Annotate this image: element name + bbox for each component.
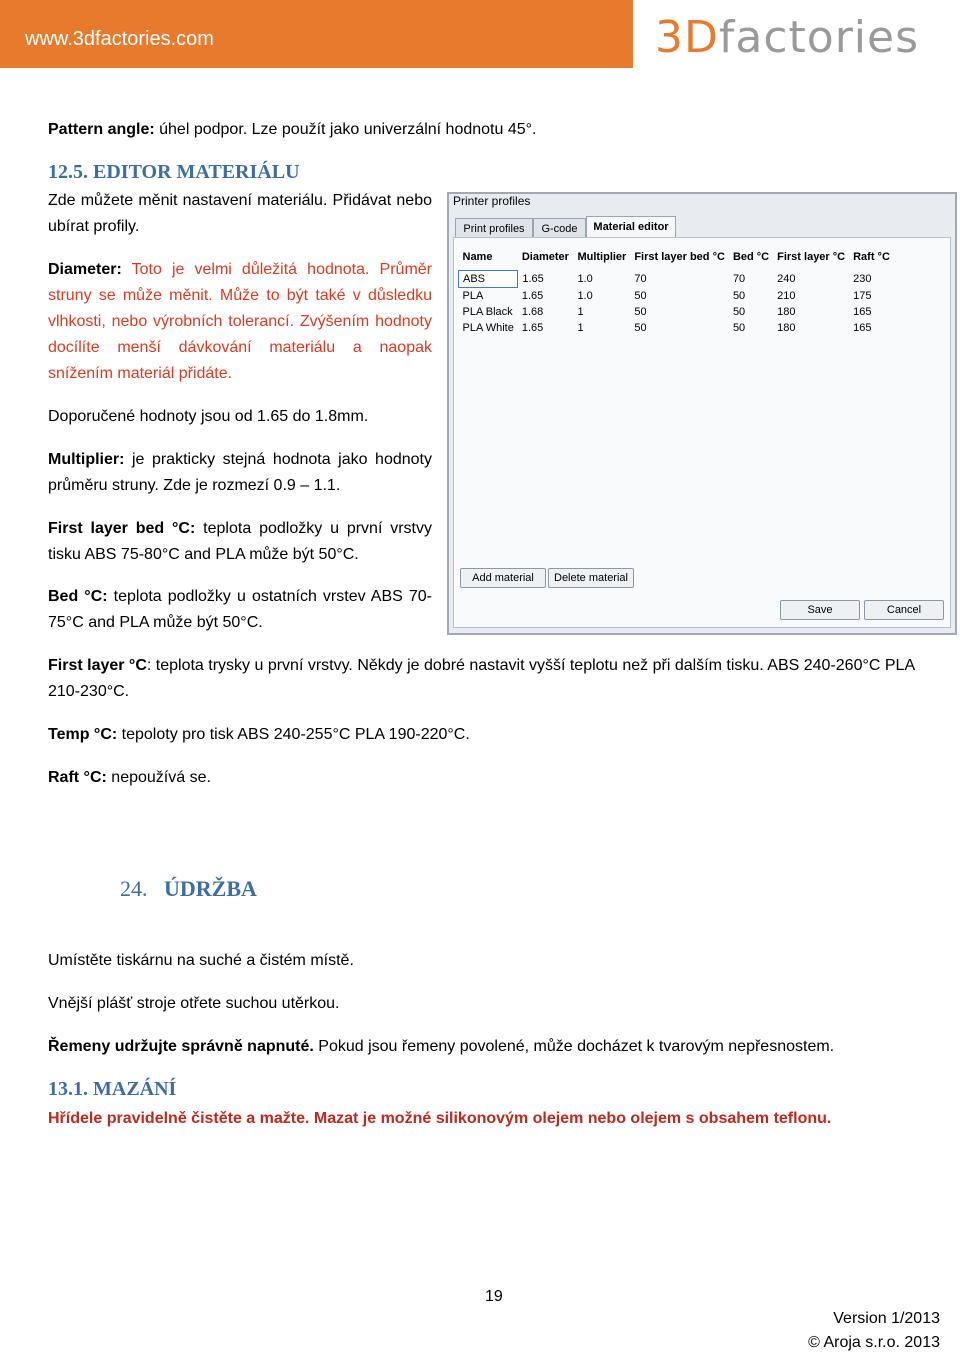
section-number: 24.	[120, 876, 148, 901]
bed-label: Bed °C:	[48, 588, 108, 605]
belts-text: Pokud jsou řemeny povolené, může docházet k tvarovým nepřesnostem.	[313, 1038, 835, 1055]
table-cell[interactable]: 1.65	[522, 273, 544, 285]
cancel-button[interactable]: Cancel	[864, 600, 944, 620]
logo-text: factories	[718, 12, 919, 63]
belts-label: Řemeny udržujte správně napnuté.	[48, 1038, 314, 1055]
table-cell[interactable]: PLA White	[462, 322, 514, 334]
table-cell[interactable]: 240	[777, 273, 796, 285]
delete-material-button[interactable]: Delete material	[548, 568, 634, 588]
multiplier-text: je prakticky stejná hodnota jako hodnoty průměru struny. Zde je rozmezí 0.9 – 1.1.	[48, 451, 432, 494]
add-material-button[interactable]: Add material	[460, 568, 546, 588]
version-label: Version 1/2013	[833, 1310, 940, 1327]
first-layer-bed-paragraph	[48, 516, 432, 568]
table-cell[interactable]: 1.68	[521, 306, 544, 318]
logo-3d: 3D	[655, 12, 719, 63]
section-heading-material-editor: 12.5. EDITOR MATERIÁLU	[48, 161, 300, 183]
intro-paragraph: Zde můžete měnit nastavení materiálu. Přidávat nebo ubírat profily.	[48, 192, 432, 235]
table-cell[interactable]: 165	[853, 306, 872, 318]
table-cell[interactable]: 50	[732, 322, 746, 334]
table-row[interactable]	[459, 304, 894, 320]
lubrication-warning: Hřídele pravidelně čistěte a mažte. Mazat je možné silikonovým olejem nebo olejem s obsahem teflonu.	[48, 1110, 832, 1127]
dialog-title: Printer profiles	[453, 194, 531, 208]
page-number: 19	[485, 1288, 503, 1305]
first-layer-bed-label: First layer bed °C:	[48, 520, 196, 537]
column-header-multiplier: Multiplier	[577, 251, 627, 264]
raft-label: Raft °C:	[48, 769, 107, 786]
pattern-angle-paragraph	[48, 117, 536, 143]
table-cell[interactable]: PLA	[462, 290, 484, 302]
diameter-label: Diameter:	[48, 261, 122, 278]
table-row[interactable]	[459, 271, 894, 288]
table-cell[interactable]: 210	[777, 289, 796, 302]
column-header-bed: Bed °C	[732, 251, 770, 264]
table-cell[interactable]: 180	[777, 322, 796, 334]
tab-print-profiles[interactable]: Print profiles	[455, 218, 533, 238]
multiplier-paragraph	[48, 447, 432, 499]
column-header-raft: Raft °C	[853, 251, 890, 264]
table-cell[interactable]: 50	[634, 306, 647, 318]
section-heading-maintenance	[120, 876, 257, 902]
pattern-angle-text: úhel podpor. Lze použít jako univerzální hodnotu 45°.	[154, 121, 537, 138]
diameter-text: Toto je velmi důležitá hodnota. Průměr struny se může měnit. Může to být také v důsledku vlhkosti, nebo výrobních tolerancí. Zvýšením hodnoty docílíte menší dávkování materiálu a naopak snížením materiál přidáte.	[48, 261, 432, 382]
tab-material-editor[interactable]: Material editor	[586, 216, 676, 238]
column-header-first-layer: First layer °C	[777, 251, 846, 264]
header-url: www.3dfactories.com	[25, 28, 214, 50]
table-cell[interactable]: 70	[634, 273, 647, 285]
table-cell[interactable]: 50	[732, 289, 746, 302]
material-editor-panel	[453, 237, 951, 628]
first-layer-label: First layer °C	[48, 657, 147, 674]
table-cell[interactable]: 230	[853, 273, 872, 285]
table-header-row	[459, 244, 894, 271]
maintenance-paragraph-3	[48, 1034, 834, 1060]
copyright-label: © Aroja s.r.o. 2013	[808, 1334, 940, 1351]
table-cell[interactable]: 50	[634, 289, 647, 302]
printer-profiles-dialog	[447, 192, 957, 635]
column-header-first-layer-bed: First layer bed °C	[634, 251, 725, 264]
multiplier-label: Multiplier:	[48, 451, 125, 468]
table-cell[interactable]: 70	[732, 273, 746, 285]
table-cell[interactable]: 1.0	[577, 273, 593, 285]
save-button[interactable]: Save	[780, 600, 860, 620]
materials-table	[458, 244, 894, 336]
table-cell[interactable]: ABS	[459, 271, 518, 288]
table-cell[interactable]: 50	[732, 306, 746, 318]
first-layer-paragraph	[48, 653, 943, 705]
table-cell[interactable]: 175	[853, 289, 872, 302]
recommended-paragraph: Doporučené hodnoty jsou od 1.65 do 1.8mm.	[48, 408, 369, 425]
first-layer-text: : teplota trysky u první vrstvy. Někdy je dobré nastavit vyšší teplotu než při dalším tisku. ABS 240-260°C PLA 210-230°C.	[48, 657, 915, 700]
table-cell[interactable]: 1	[577, 306, 584, 318]
pattern-angle-label: Pattern angle:	[48, 121, 155, 138]
temp-paragraph	[48, 722, 470, 748]
table-row[interactable]	[459, 320, 894, 336]
temp-label: Temp °C:	[48, 726, 118, 743]
temp-text: tepoloty pro tisk ABS 240-255°C PLA 190-220°C.	[117, 726, 470, 743]
first-layer-bed-text: teplota podložky u první vrstvy tisku ABS 75-80°C and PLA může být 50°C.	[48, 520, 433, 563]
table-row[interactable]	[459, 288, 894, 305]
table-cell[interactable]: 1.65	[521, 322, 544, 334]
column-header-name: Name	[462, 251, 493, 263]
table-cell[interactable]: 50	[634, 322, 647, 334]
section-title: ÚDRŽBA	[164, 876, 257, 901]
raft-text: nepoužívá se.	[106, 769, 211, 786]
brand-logo	[655, 12, 919, 63]
column-header-diameter: Diameter	[521, 251, 569, 264]
bed-text: teplota podložky u ostatních vrstev ABS 70-75°C and PLA může být 50°C.	[48, 588, 433, 631]
table-cell[interactable]: 1.65	[521, 289, 544, 302]
table-cell[interactable]: 165	[853, 322, 872, 334]
table-cell[interactable]: PLA Black	[462, 306, 513, 318]
tab-g-code[interactable]: G-code	[533, 218, 586, 238]
table-cell[interactable]: 1	[577, 322, 584, 334]
maintenance-paragraph-1: Umístěte tiskárnu na suché a čistém místě.	[48, 952, 354, 969]
maintenance-paragraph-2: Vnější plášť stroje otřete suchou utěrkou.	[48, 995, 340, 1012]
bed-paragraph	[48, 584, 432, 636]
raft-paragraph	[48, 765, 211, 791]
section-heading-lubrication: 13.1. MAZÁNÍ	[48, 1078, 177, 1100]
diameter-paragraph	[48, 257, 432, 387]
table-cell[interactable]: 180	[777, 306, 796, 318]
table-cell[interactable]: 1.0	[577, 289, 593, 302]
